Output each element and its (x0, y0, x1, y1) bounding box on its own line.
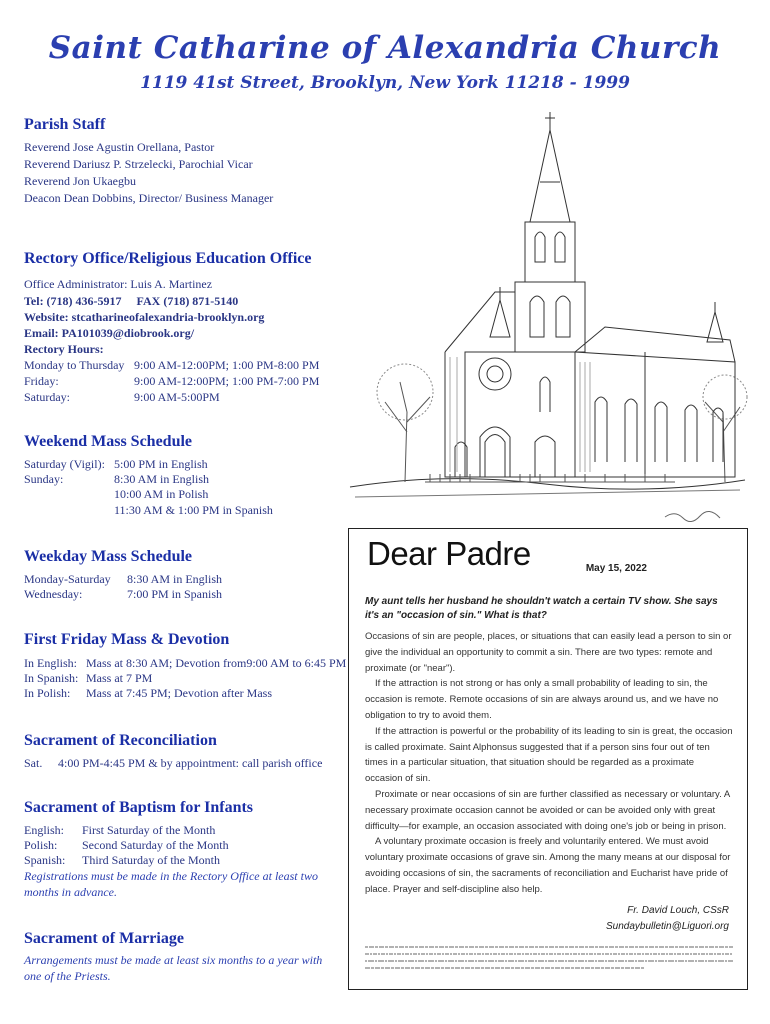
mass-day: Saturday (Vigil): (24, 457, 105, 471)
author-name: Fr. David Louch, CSsR (627, 905, 729, 916)
church-name: Saint Catharine of Alexandria Church (48, 30, 722, 66)
answer-paragraph: Proximate or near occasions of sin are further classified as necessary or voluntary. A necessary proximate occasion cannot be avoided or can be avoided only with great difficulty—for example, an occasion associated with doing one's job or being in prison. (365, 788, 730, 832)
hours-row (24, 358, 124, 373)
mass-time: 10:00 AM in Polish (114, 487, 209, 501)
dear-padre-signature (606, 903, 729, 935)
hours-time: 9:00 AM-5:00PM (134, 390, 220, 404)
friday-day: In Spanish: (24, 671, 79, 685)
reconciliation-day: Sat. (24, 756, 43, 770)
answer-paragraph: If the attraction is not strong or has only a small probability of leading to sin, the occasion is remote. Remote occasions of sin are always around us, and we have no obligation to try to avoid them. (365, 678, 719, 721)
weekend-mass-heading: Weekend Mass Schedule (24, 433, 193, 450)
reconciliation-time: 4:00 PM-4:45 PM & by appointment: call parish office (58, 756, 323, 770)
office-admin: Office Administrator: Luis A. Martinez (24, 277, 213, 291)
staff-line: Reverend Jon Ukaegbu (24, 174, 136, 188)
author-email: Sundaybulletin@Liguori.org (605, 921, 729, 932)
dear-padre-date: May 15, 2022 (585, 563, 647, 574)
hours-day: Monday to Thursday (24, 358, 125, 372)
answer-paragraph: A voluntary proximate occasion is freely and voluntarily entered. We must avoid voluntary proximate occasions of grave sin. Among the many means at our disposal for avoiding occasions of sin, the sacraments of reconciliation and Eucharist have pride of place. Prayer and self-discipline also help. (365, 836, 731, 895)
rectory-phone: Tel: (718) 436-5917 FAX (718) 871-5140 (24, 294, 239, 308)
parish-staff-heading: Parish Staff (24, 116, 106, 133)
marriage-note: one of the Priests. (24, 969, 111, 983)
mass-time: 8:30 AM in English (114, 472, 210, 486)
baptism-time: Third Saturday of the Month (82, 853, 220, 867)
staff-line: Reverend Jose Agustin Orellana, Pastor (24, 140, 215, 154)
rectory-email: Email: PA101039@diobrook.org/ (24, 326, 195, 340)
church-illustration (345, 112, 750, 532)
mass-day: Wednesday: (24, 587, 83, 601)
baptism-lang: Polish: (24, 838, 58, 852)
dear-padre-title: Dear Padre (367, 535, 531, 572)
friday-time: Mass at 7 PM (86, 671, 153, 685)
friday-time: Mass at 8:30 AM; Devotion from9:00 AM to 6:45 PM (86, 656, 347, 670)
hours-time: 9:00 AM-12:00PM; 1:00 PM-8:00 PM (134, 358, 320, 372)
answer-paragraph: Occasions of sin are people, places, or situations that can easily lead a person to sin or give the individual an opportunity to commit a sin. There are two types: remote and proximate (or "near"). (365, 631, 732, 674)
weekday-mass-heading: Weekday Mass Schedule (24, 548, 193, 565)
baptism-time: First Saturday of the Month (82, 823, 216, 837)
friday-day: In Polish: (24, 686, 71, 700)
mass-day: Monday-Saturday (24, 572, 111, 586)
baptism-lang: English: (24, 823, 65, 837)
friday-day: In English: (24, 656, 77, 670)
mass-time: 11:30 AM & 1:00 PM in Spanish (114, 503, 273, 517)
baptism-heading: Sacrament of Baptism for Infants (24, 799, 254, 816)
hours-day: Friday: (24, 374, 59, 388)
mass-time: 8:30 AM in English (127, 572, 223, 586)
church-address: 1119 41st Street, Brooklyn, New York 11218 - 1999 (140, 73, 630, 93)
baptism-time: Second Saturday of the Month (82, 838, 229, 852)
mass-day: Sunday: (24, 472, 64, 486)
answer-paragraph: If the attraction is powerful or the probability of its leading to sin is great, the occasion is called proximate. Saint Alphonsus suggested that if a person sins four out of ten times in a particular situation, that situation should be regarded as a proximate occasion of sin. (365, 725, 733, 785)
rectory-heading: Rectory Office/Religious Education Office (24, 250, 312, 267)
first-friday-heading: First Friday Mass & Devotion (24, 631, 230, 648)
staff-line: Deacon Dean Dobbins, Director/ Business Manager (24, 191, 274, 205)
dear-padre-answer (365, 629, 733, 898)
marriage-heading: Sacrament of Marriage (24, 930, 184, 947)
marriage-note: Arrangements must be made at least six months to a year with (24, 953, 323, 967)
baptism-note: Registrations must be made in the Rectory Office at least two (24, 869, 318, 883)
dear-padre-question: My aunt tells her husband he shouldn't watch a certain TV show. She says it's an "occasion of sin." What is that? (365, 596, 718, 621)
reconciliation-heading: Sacrament of Reconciliation (24, 732, 217, 749)
mass-time: 7:00 PM in Spanish (127, 587, 223, 601)
friday-time: Mass at 7:45 PM; Devotion after Mass (86, 686, 272, 700)
staff-line: Reverend Dariusz P. Strzelecki, Parochial Vicar (24, 157, 253, 171)
fine-print (365, 943, 735, 973)
mass-time: 5:00 PM in English (114, 457, 208, 471)
dear-padre-box (348, 528, 748, 990)
hours-time: 9:00 AM-12:00PM; 1:00 PM-7:00 PM (134, 374, 320, 388)
baptism-note: months in advance. (24, 885, 117, 899)
baptism-lang: Spanish: (24, 853, 66, 867)
hours-day: Saturday: (24, 390, 70, 404)
rectory-website: Website: stcatharineofalexandria-brooklyn.org (24, 310, 265, 324)
rectory-hours-label: Rectory Hours: (24, 342, 104, 356)
